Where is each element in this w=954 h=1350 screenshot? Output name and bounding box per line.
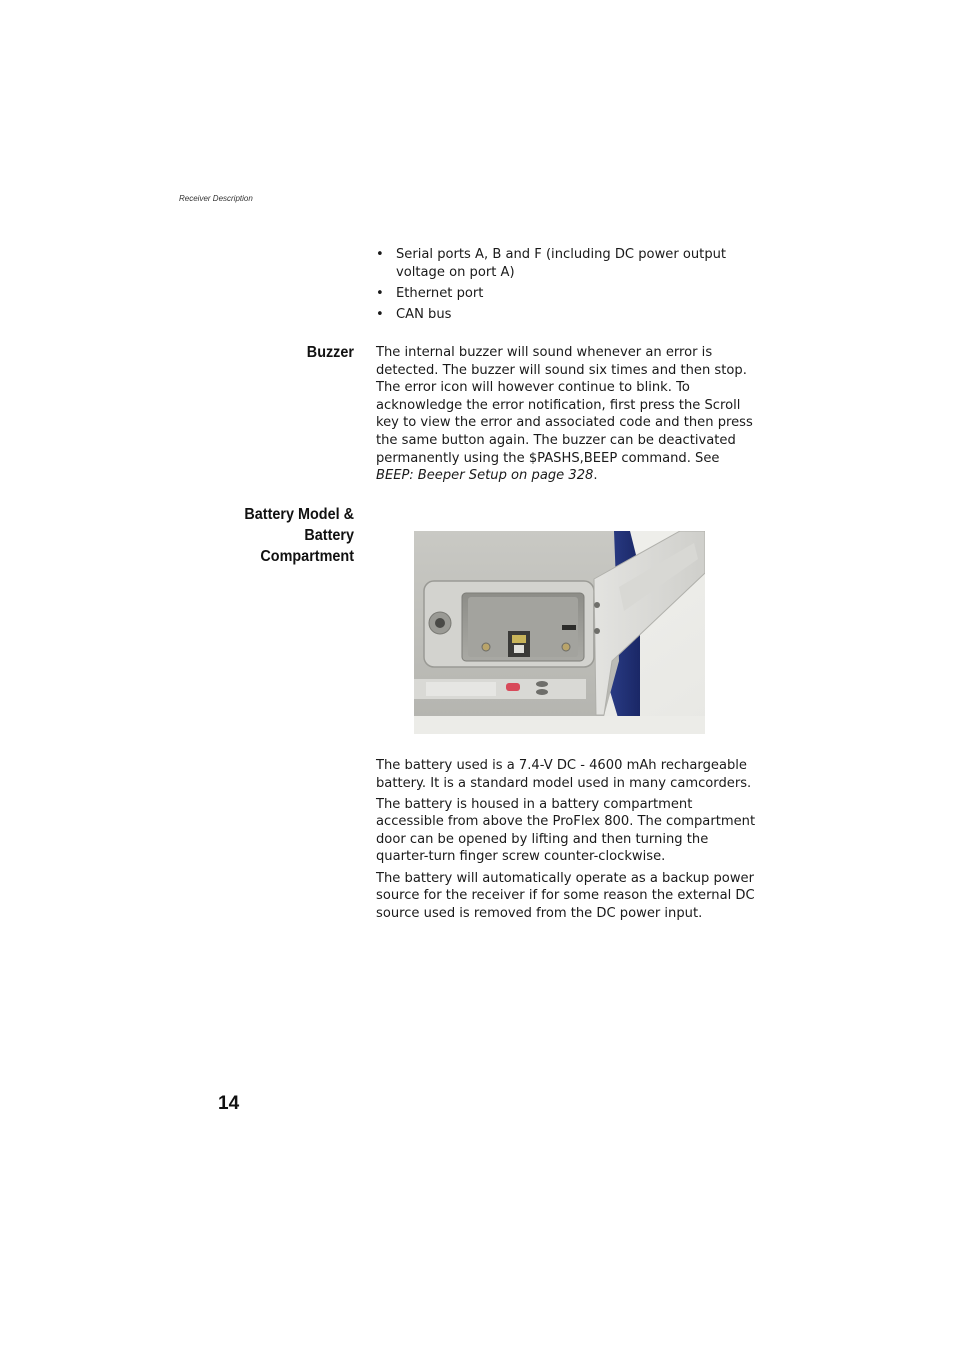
running-header: Receiver Description <box>179 194 253 203</box>
list-item: • Serial ports A, B and F (including DC power output voltage on port A) <box>376 247 727 280</box>
cross-reference: BEEP: Beeper Setup on page 328 <box>376 468 594 484</box>
battery-description <box>376 757 760 926</box>
buzzer-paragraph: The internal buzzer will sound whenever an error is detected. The buzzer will sound six times and then stop. The error icon will however continue to blink. To acknowledge the error notification, first press the Scroll key to view the error and associated code and then press the same button again. The buzzer can be deactivated permanently using the $PASHS,BEEP command. See BEEP: Beeper Setup on page 328. <box>376 345 753 484</box>
page-number: 14 <box>218 1093 240 1114</box>
battery-paragraph-2: The battery is housed in a battery compartment accessible from above the ProFlex 800. The compartment door can be opened by lifting and then turning the quarter-turn finger screw counter-clockwise. <box>376 796 756 865</box>
battery-heading: Battery Model & Battery Compartment <box>244 506 354 565</box>
buzzer-heading: Buzzer <box>306 344 354 361</box>
list-item: • Ethernet port <box>376 285 484 301</box>
bullet-glyph: • <box>376 247 384 262</box>
battery-compartment-photo <box>414 531 705 734</box>
battery-paragraph-1: The battery used is a 7.4-V DC - 4600 mAh rechargeable battery. It is a standard model used in many camcorders. <box>376 758 752 791</box>
port-list <box>376 246 760 327</box>
battery-paragraph-3: The battery will automatically operate as a backup power source for the receiver if for some reason the external DC source used is removed from the DC power input. <box>376 870 755 921</box>
bullet-glyph: • <box>376 306 384 322</box>
list-item: • CAN bus <box>376 306 452 322</box>
bullet-glyph: • <box>376 285 384 301</box>
